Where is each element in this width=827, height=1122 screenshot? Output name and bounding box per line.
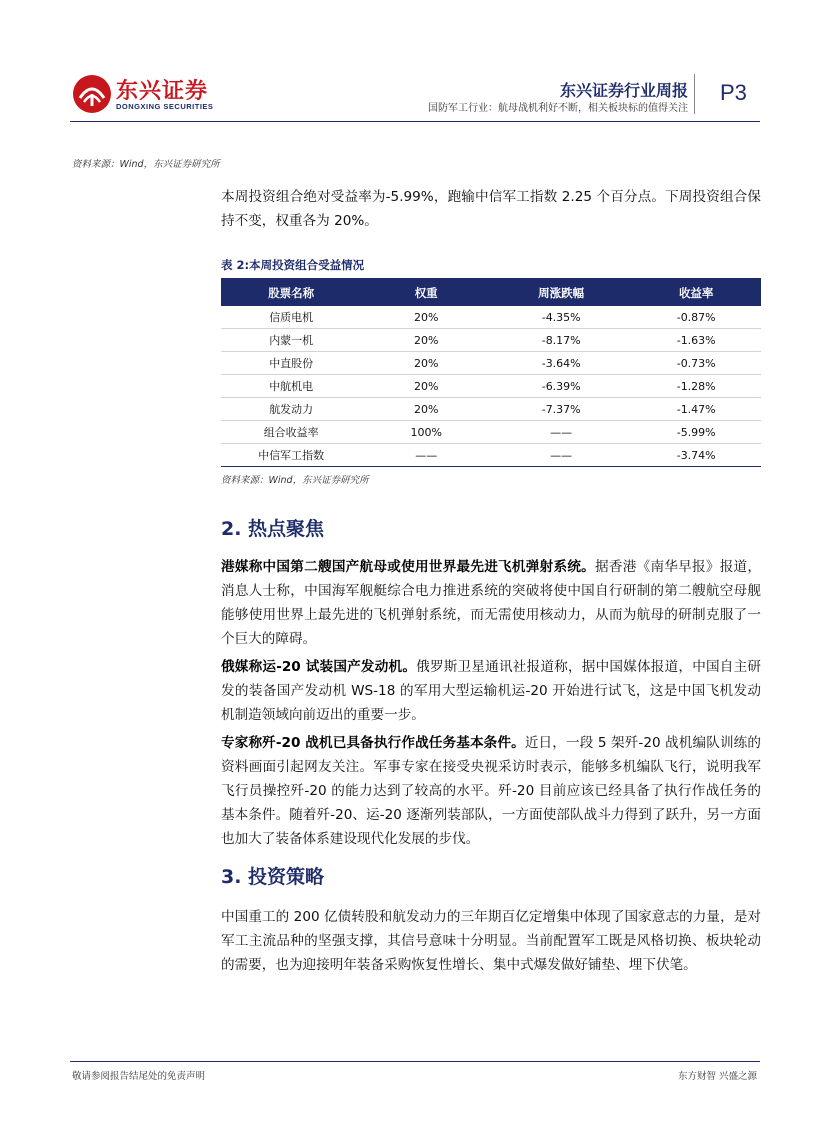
table-cell: 中直股份 (221, 352, 361, 375)
strategy-paragraph: 中国重工的 200 亿债转股和航发动力的三年期百亿定增集中体现了国家意志的力量，是对军工主流品种的坚强支撑，其信号意味十分明显。当前配置军工既是风格切换、板块轮动的需要，也为迎接明年装备采购恢复性增长、集中式爆发做好铺垫、埋下伏笔。 (221, 909, 761, 973)
table-cell: -4.35% (491, 306, 631, 329)
table-title: 表 2:本周投资组合受益情况 (221, 258, 365, 272)
news-item-3 (221, 731, 761, 851)
page-number: P3 (720, 80, 747, 105)
table-row (221, 352, 761, 375)
footer-rule (70, 1061, 760, 1062)
table-cell: -0.87% (631, 306, 761, 329)
footer-slogan: 东方财智 兴盛之源 (677, 1071, 757, 1082)
table-cell: 20% (361, 352, 491, 375)
table-cell: -1.47% (631, 398, 761, 421)
logo-chinese-name: 东兴证券 (116, 79, 209, 104)
table-cell: -8.17% (491, 329, 631, 352)
news-item-body: 据香港《南华早报》报道，消息人士称，中国海军舰艇综合电力推进系统的突破将使中国自行研制的第二艘航空母舰能够使用世界上最先进的飞机弹射系统，而无需使用核动力，从而为航母的研制克服了一个巨大的障碍。 (221, 559, 762, 647)
table-cell: 内蒙一机 (221, 329, 361, 352)
table-cell: 100% (361, 421, 491, 444)
table-cell: -5.99% (631, 421, 761, 444)
news-item-1 (221, 555, 761, 651)
logo-english-name: DONGXING SECURITIES (116, 102, 214, 111)
table-cell: —— (491, 421, 631, 444)
table-header-cell: 收益率 (631, 279, 761, 306)
news-item-lead: 俄媒称运-20 试装国产发动机。 (221, 659, 417, 675)
news-item-body: 近日，一段 5 架歼-20 战机编队训练的资料画面引起网友关注。军事专家在接受央视采访时表示，能够多机编队飞行，说明我军飞行员操控歼-20 的能力达到了较高的水平。歼-20 目前应该已经具备了执行作战任务的基本条件。随着歼-20、运-20 逐渐列装部队，一方面使部队战斗力得到了跃升，另一方面也加大了装备体系建设现代化发展的步伐。 (221, 735, 761, 847)
table-cell: 20% (361, 375, 491, 398)
portfolio-table (221, 278, 761, 467)
table-cell: 航发动力 (221, 398, 361, 421)
table-cell: 20% (361, 329, 491, 352)
report-subtitle: 国防军工行业：航母战机利好不断，相关板块标的值得关注 (428, 103, 688, 114)
company-logo-icon (72, 74, 112, 114)
table-cell: -0.73% (631, 352, 761, 375)
table-source-note: 资料来源：Wind，东兴证券研究所 (221, 475, 369, 486)
table-row (221, 421, 761, 444)
top-source-note: 资料来源：Wind，东兴证券研究所 (72, 159, 220, 170)
news-item-lead: 专家称歼-20 战机已具备执行作战任务基本条件。 (221, 735, 525, 751)
header-divider (694, 74, 695, 114)
news-item-2 (221, 655, 761, 727)
table-cell: -3.74% (631, 444, 761, 467)
table-cell: 信质电机 (221, 306, 361, 329)
table-cell: -7.37% (491, 398, 631, 421)
news-item-lead: 港媒称中国第二艘国产航母或使用世界最先进飞机弹射系统。 (221, 559, 596, 575)
table-row (221, 375, 761, 398)
table-cell: 20% (361, 398, 491, 421)
table-header-row (221, 279, 761, 306)
table-cell: -3.64% (491, 352, 631, 375)
table-cell: 中信军工指数 (221, 444, 361, 467)
table-row (221, 398, 761, 421)
table-cell: -1.63% (631, 329, 761, 352)
table-cell: -1.28% (631, 375, 761, 398)
table-row (221, 306, 761, 329)
footer-disclaimer: 敬请参阅报告结尾处的免责声明 (72, 1071, 206, 1082)
table-cell: -6.39% (491, 375, 631, 398)
table-cell: 20% (361, 306, 491, 329)
intro-paragraph: 本周投资组合绝对受益率为-5.99%，跑输中信军工指数 2.25 个百分点。下周投资组合保持不变，权重各为 20%。 (221, 189, 761, 229)
table-header-cell: 周涨跌幅 (491, 279, 631, 306)
table-cell: —— (491, 444, 631, 467)
table-row (221, 329, 761, 352)
table-cell: 组合收益率 (221, 421, 361, 444)
news-item-body: 俄罗斯卫星通讯社报道称，据中国媒体报道，中国自主研发的装备国产发动机 WS-18 的军用大型运输机运-20 开始进行试飞，这是中国飞机发动机制造领域向前迈出的重要一步。 (221, 659, 761, 723)
report-title: 东兴证券行业周报 (559, 81, 688, 100)
table-header-cell: 权重 (361, 279, 491, 306)
table-cell: 中航机电 (221, 375, 361, 398)
section-3-title: 3. 投资策略 (221, 866, 325, 888)
table-row (221, 444, 761, 467)
header-rule (70, 121, 760, 122)
table-cell: —— (361, 444, 491, 467)
table-header-cell: 股票名称 (221, 279, 361, 306)
section-2-title: 2. 热点聚焦 (221, 518, 325, 540)
